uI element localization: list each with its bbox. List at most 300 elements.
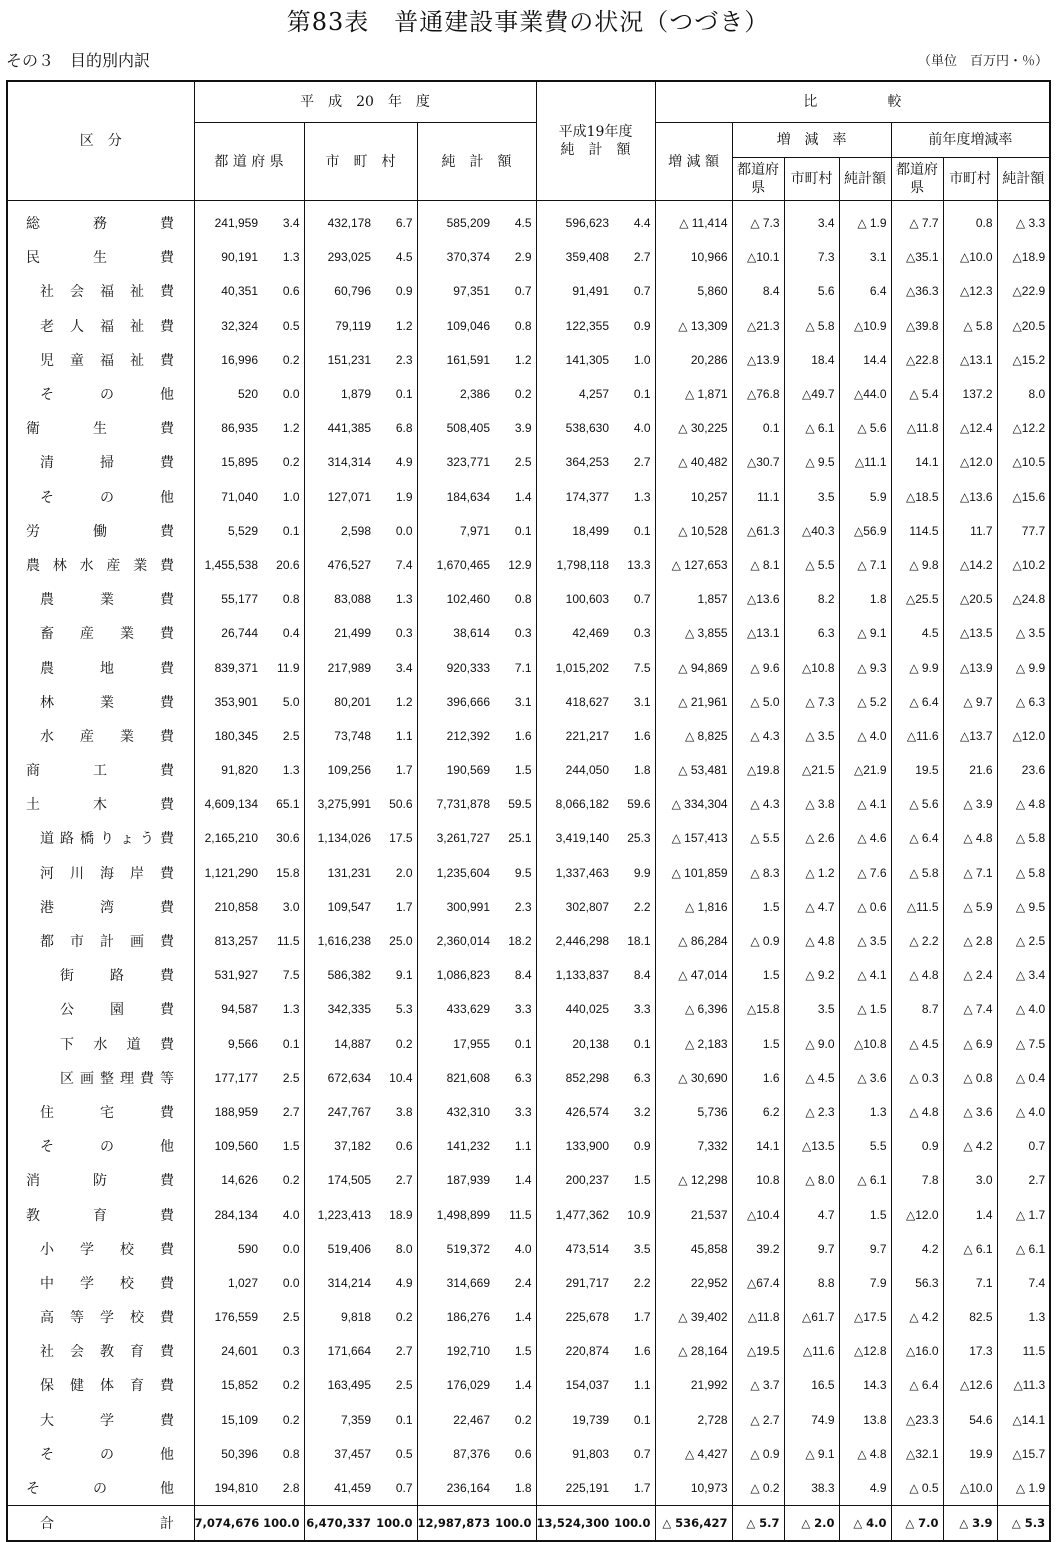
pref-amount-cell: 839,371 <box>194 650 262 684</box>
muni-amount-cell: 519,406 <box>304 1232 375 1266</box>
prev-muni-cell: △ 6.1 <box>943 1232 997 1266</box>
net-share-cell: 1.6 <box>514 728 532 743</box>
net-amount-cell: 1,498,899 <box>417 1197 494 1231</box>
diff-cell: △ 30,225 <box>655 411 732 445</box>
diff-cell: △ 1,871 <box>655 377 732 411</box>
table-row <box>7 890 1050 924</box>
diff-cell: △ 334,304 <box>655 787 732 821</box>
prev-muni-cell: △13.1 <box>943 343 997 377</box>
table-row <box>7 201 1050 241</box>
muni-share-cell: 1.2 <box>395 318 413 333</box>
row-label: 農 地 費 <box>40 660 174 677</box>
fy19-amount-cell: 141,305 <box>536 343 613 377</box>
rate-net-cell: △11.1 <box>839 445 891 479</box>
rate-pref-cell: 1.6 <box>732 1061 784 1095</box>
diff-cell: △ 4,427 <box>655 1437 732 1471</box>
diff-cell: △ 1,816 <box>655 890 732 924</box>
rate-muni-cell: 9.7 <box>784 1232 839 1266</box>
row-label-cell <box>7 1232 194 1266</box>
fy19-share-cell: 59.6 <box>627 797 651 812</box>
header-rate-net: 純計額 <box>839 158 891 201</box>
prev-muni-cell: △13.9 <box>943 650 997 684</box>
net-amount-cell: 7,971 <box>417 514 494 548</box>
rate-pref-cell: △11.8 <box>732 1300 784 1334</box>
row-label: 街 路 費 <box>60 968 174 985</box>
muni-share-cell: 25.0 <box>389 934 413 949</box>
table-row <box>7 924 1050 958</box>
pref-share-cell: 1.5 <box>282 1139 300 1154</box>
prev-pref-cell: △11.5 <box>891 890 943 924</box>
prev-pref-cell: 7.8 <box>891 1163 943 1197</box>
fy19-share-cell: 3.1 <box>633 694 651 709</box>
rate-pref-cell: 11.1 <box>732 480 784 514</box>
rate-pref-cell: △ 8.1 <box>732 548 784 582</box>
prev-net-cell: △ 3.5 <box>997 616 1050 650</box>
row-label: 労 働 費 <box>26 523 174 540</box>
table-title: 第83表 普通建設事業費の状況（つづき） <box>286 8 770 36</box>
muni-amount-cell: 1,616,238 <box>304 924 375 958</box>
rate-net-cell: 1.8 <box>839 582 891 616</box>
pref-share-cell: 0.0 <box>282 1275 300 1290</box>
muni-share-cell: 100.0 <box>375 1506 417 1542</box>
rate-muni-cell: △ 4.5 <box>784 1061 839 1095</box>
fy19-amount-cell: 91,491 <box>536 274 613 308</box>
net-share-cell: 1.5 <box>514 1344 532 1359</box>
rate-pref-cell: △ 9.6 <box>732 650 784 684</box>
prev-muni-cell: △10.0 <box>943 1471 997 1506</box>
net-amount-cell: 370,374 <box>417 240 494 274</box>
muni-amount-cell: 41,459 <box>304 1471 375 1506</box>
fy19-share-cell: 2.7 <box>633 250 651 265</box>
net-amount-cell: 432,310 <box>417 1095 494 1129</box>
muni-share-cell: 3.8 <box>395 1104 413 1119</box>
muni-share-cell: 1.3 <box>395 592 413 607</box>
prev-pref-cell: 56.3 <box>891 1266 943 1300</box>
unit-note: （単位 百万円・％） <box>917 54 1048 69</box>
muni-share-cell: 10.4 <box>389 1070 413 1085</box>
net-amount-cell: 585,209 <box>417 201 494 241</box>
net-amount-cell: 2,386 <box>417 377 494 411</box>
prev-muni-cell: △20.5 <box>943 582 997 616</box>
pref-amount-cell: 188,959 <box>194 1095 262 1129</box>
muni-share-cell: 9.1 <box>395 968 413 983</box>
prev-net-cell: 2.7 <box>997 1163 1050 1197</box>
muni-share-cell: 6.7 <box>395 216 413 231</box>
row-label: 公 園 費 <box>60 1002 174 1019</box>
pref-amount-cell: 26,744 <box>194 616 262 650</box>
pref-amount-cell: 531,927 <box>194 958 262 992</box>
muni-amount-cell: 79,119 <box>304 309 375 343</box>
pref-amount-cell: 90,191 <box>194 240 262 274</box>
muni-share-cell: 17.5 <box>389 831 413 846</box>
row-label-cell <box>7 958 194 992</box>
diff-cell: △ 53,481 <box>655 753 732 787</box>
prev-muni-cell: △ 2.4 <box>943 958 997 992</box>
diff-cell: △ 94,869 <box>655 650 732 684</box>
row-label-cell <box>7 1129 194 1163</box>
fy19-share-cell: 7.5 <box>633 660 651 675</box>
row-label-cell <box>7 821 194 855</box>
table-row <box>7 514 1050 548</box>
net-share-cell: 8.4 <box>514 968 532 983</box>
muni-share-cell: 1.7 <box>395 763 413 778</box>
table-row <box>7 1471 1050 1506</box>
pref-share-cell: 30.6 <box>276 831 300 846</box>
prev-net-cell: △ 2.5 <box>997 924 1050 958</box>
pref-amount-cell: 180,345 <box>194 719 262 753</box>
rate-net-cell: △ 4.6 <box>839 821 891 855</box>
rate-pref-cell: △ 5.5 <box>732 821 784 855</box>
row-label: 高 等 学 校 費 <box>40 1310 174 1327</box>
fy19-share-cell: 18.1 <box>627 934 651 949</box>
pref-amount-cell: 176,559 <box>194 1300 262 1334</box>
pref-share-cell: 1.3 <box>282 763 300 778</box>
rate-pref-cell: △61.3 <box>732 514 784 548</box>
rate-muni-cell: 3.5 <box>784 992 839 1026</box>
table-row <box>7 1266 1050 1300</box>
rate-muni-cell: △ 4.7 <box>784 890 839 924</box>
prev-pref-cell: △23.3 <box>891 1403 943 1437</box>
rate-muni-cell: △13.5 <box>784 1129 839 1163</box>
prev-net-cell: △ 6.3 <box>997 685 1050 719</box>
row-label-cell <box>7 343 194 377</box>
row-label-cell <box>7 1403 194 1437</box>
header-category: 区 分 <box>7 81 194 201</box>
pref-share-cell: 65.1 <box>276 797 300 812</box>
rate-pref-cell: △ 4.3 <box>732 787 784 821</box>
table-row <box>7 480 1050 514</box>
net-share-cell: 3.1 <box>514 694 532 709</box>
header-prev-muni: 市町村 <box>943 158 997 201</box>
net-amount-cell: 396,666 <box>417 685 494 719</box>
rate-muni-cell: △ 5.8 <box>784 309 839 343</box>
muni-amount-cell: 80,201 <box>304 685 375 719</box>
row-label-cell <box>7 548 194 582</box>
net-share-cell: 11.5 <box>509 1207 532 1222</box>
muni-share-cell: 18.9 <box>389 1207 413 1222</box>
row-label-cell <box>7 480 194 514</box>
row-label-cell <box>7 1163 194 1197</box>
rate-pref-cell: △13.1 <box>732 616 784 650</box>
prev-pref-cell: 114.5 <box>891 514 943 548</box>
row-label-cell <box>7 411 194 445</box>
diff-cell: 5,736 <box>655 1095 732 1129</box>
row-label-cell <box>7 1368 194 1402</box>
net-amount-cell: 109,046 <box>417 309 494 343</box>
rate-net-cell: △ 6.1 <box>839 1163 891 1197</box>
fy19-share-cell: 3.5 <box>633 1241 651 1256</box>
fy19-amount-cell: 596,623 <box>536 201 613 241</box>
prev-net-cell: △ 9.5 <box>997 890 1050 924</box>
row-label: 都 市 計 画 費 <box>40 934 174 951</box>
row-label-cell <box>7 685 194 719</box>
diff-cell: △ 47,014 <box>655 958 732 992</box>
rate-muni-cell: 7.3 <box>784 240 839 274</box>
net-share-cell: 2.5 <box>514 455 532 470</box>
prev-muni-cell: 21.6 <box>943 753 997 787</box>
table-row <box>7 753 1050 787</box>
muni-share-cell: 1.9 <box>395 489 413 504</box>
fy19-amount-cell: 3,419,140 <box>536 821 613 855</box>
prev-pref-cell: △25.5 <box>891 582 943 616</box>
prev-net-cell: △11.3 <box>997 1368 1050 1402</box>
muni-amount-cell: 171,664 <box>304 1334 375 1368</box>
table-row <box>7 685 1050 719</box>
rate-net-cell: 14.3 <box>839 1368 891 1402</box>
fy19-amount-cell: 302,807 <box>536 890 613 924</box>
rate-muni-cell: △ 2.6 <box>784 821 839 855</box>
pref-share-cell: 0.5 <box>282 318 300 333</box>
rate-pref-cell: △21.3 <box>732 309 784 343</box>
fy19-amount-cell: 154,037 <box>536 1368 613 1402</box>
fy19-amount-cell: 440,025 <box>536 992 613 1026</box>
total-row <box>7 1506 1050 1542</box>
fy19-share-cell: 2.7 <box>633 455 651 470</box>
prev-muni-cell: △ 3.9 <box>943 1506 997 1542</box>
rate-muni-cell: 6.3 <box>784 616 839 650</box>
prev-muni-cell: △14.2 <box>943 548 997 582</box>
diff-cell: △ 13,309 <box>655 309 732 343</box>
net-share-cell: 2.9 <box>514 250 532 265</box>
row-label-cell <box>7 1061 194 1095</box>
net-share-cell: 1.5 <box>514 763 532 778</box>
pref-share-cell: 7.5 <box>282 968 300 983</box>
rate-net-cell: 1.3 <box>839 1095 891 1129</box>
prev-muni-cell: △ 3.6 <box>943 1095 997 1129</box>
row-label-cell <box>7 240 194 274</box>
pref-share-cell: 0.2 <box>282 1412 300 1427</box>
pref-amount-cell: 91,820 <box>194 753 262 787</box>
row-label: 土 木 費 <box>26 797 174 814</box>
pref-amount-cell: 284,134 <box>194 1197 262 1231</box>
fy19-amount-cell: 220,874 <box>536 1334 613 1368</box>
net-amount-cell: 87,376 <box>417 1437 494 1471</box>
prev-muni-cell: △12.0 <box>943 445 997 479</box>
rate-muni-cell: 8.8 <box>784 1266 839 1300</box>
row-label: 民 生 費 <box>26 250 174 267</box>
prev-muni-cell: △10.0 <box>943 240 997 274</box>
prev-net-cell: 8.0 <box>997 377 1050 411</box>
prev-pref-cell: 19.5 <box>891 753 943 787</box>
rate-pref-cell: △13.6 <box>732 582 784 616</box>
fy19-amount-cell: 225,191 <box>536 1471 613 1506</box>
net-share-cell: 100.0 <box>494 1506 536 1542</box>
pref-amount-cell: 194,810 <box>194 1471 262 1506</box>
fy19-amount-cell: 1,133,837 <box>536 958 613 992</box>
prev-muni-cell: △13.6 <box>943 480 997 514</box>
net-amount-cell: 97,351 <box>417 274 494 308</box>
prev-muni-cell: 1.4 <box>943 1197 997 1231</box>
fy19-share-cell: 0.1 <box>633 387 651 402</box>
row-label-cell <box>7 445 194 479</box>
table-header <box>7 81 1050 201</box>
prev-net-cell: △18.9 <box>997 240 1050 274</box>
row-label: 教 育 費 <box>26 1207 174 1224</box>
prev-net-cell: △24.8 <box>997 582 1050 616</box>
muni-share-cell: 0.7 <box>395 1481 413 1496</box>
pref-amount-cell: 32,324 <box>194 309 262 343</box>
row-label: 小 学 校 費 <box>40 1241 174 1258</box>
header-compare: 比 較 <box>655 81 1050 123</box>
rate-pref-cell: 14.1 <box>732 1129 784 1163</box>
pref-share-cell: 4.0 <box>282 1207 300 1222</box>
prev-muni-cell: △ 4.2 <box>943 1129 997 1163</box>
prev-net-cell: 7.4 <box>997 1266 1050 1300</box>
diff-cell: 22,952 <box>655 1266 732 1300</box>
header-fy19-line2: 純 計 額 <box>560 142 631 158</box>
net-share-cell: 0.8 <box>514 318 532 333</box>
prev-net-cell: △12.0 <box>997 719 1050 753</box>
row-label-cell <box>7 309 194 343</box>
prev-net-cell: △ 7.5 <box>997 1027 1050 1061</box>
muni-share-cell: 50.6 <box>389 797 413 812</box>
prev-net-cell: △ 5.3 <box>997 1506 1050 1542</box>
fy19-share-cell: 1.1 <box>633 1378 651 1393</box>
diff-cell: 20,286 <box>655 343 732 377</box>
muni-amount-cell: 476,527 <box>304 548 375 582</box>
muni-share-cell: 0.0 <box>395 523 413 538</box>
rate-muni-cell: △ 4.8 <box>784 924 839 958</box>
row-label: そ の 他 <box>26 1481 174 1498</box>
prev-muni-cell: △ 0.8 <box>943 1061 997 1095</box>
table-row <box>7 343 1050 377</box>
pref-amount-cell: 353,901 <box>194 685 262 719</box>
net-amount-cell: 22,467 <box>417 1403 494 1437</box>
rate-muni-cell: △ 1.2 <box>784 856 839 890</box>
rate-pref-cell: 10.8 <box>732 1163 784 1197</box>
table-row <box>7 1163 1050 1197</box>
fy19-amount-cell: 174,377 <box>536 480 613 514</box>
table-row <box>7 274 1050 308</box>
net-share-cell: 1.4 <box>514 1310 532 1325</box>
rate-net-cell: △ 9.1 <box>839 616 891 650</box>
prev-pref-cell: △ 5.4 <box>891 377 943 411</box>
muni-share-cell: 5.3 <box>395 1002 413 1017</box>
muni-share-cell: 0.1 <box>395 387 413 402</box>
row-label-cell <box>7 753 194 787</box>
net-amount-cell: 38,614 <box>417 616 494 650</box>
table-row <box>7 1334 1050 1368</box>
prev-net-cell: △22.9 <box>997 274 1050 308</box>
fy19-amount-cell: 364,253 <box>536 445 613 479</box>
muni-amount-cell: 1,879 <box>304 377 375 411</box>
prev-net-cell: △ 0.4 <box>997 1061 1050 1095</box>
pref-share-cell: 3.4 <box>282 216 300 231</box>
fy19-share-cell: 9.9 <box>633 865 651 880</box>
net-share-cell: 2.3 <box>514 899 532 914</box>
net-amount-cell: 7,731,878 <box>417 787 494 821</box>
diff-cell: △ 86,284 <box>655 924 732 958</box>
rate-net-cell: 9.7 <box>839 1232 891 1266</box>
pref-amount-cell: 1,121,290 <box>194 856 262 890</box>
rate-muni-cell: 74.9 <box>784 1403 839 1437</box>
fy19-share-cell: 0.1 <box>633 1412 651 1427</box>
net-share-cell: 0.7 <box>514 284 532 299</box>
rate-pref-cell: △10.4 <box>732 1197 784 1231</box>
muni-amount-cell: 2,598 <box>304 514 375 548</box>
fy19-share-cell: 0.1 <box>633 1036 651 1051</box>
rate-net-cell: △ 7.6 <box>839 856 891 890</box>
header-fy20: 平 成 20 年 度 <box>194 81 536 123</box>
pref-amount-cell: 590 <box>194 1232 262 1266</box>
muni-share-cell: 8.0 <box>395 1241 413 1256</box>
prev-net-cell: △ 4.0 <box>997 992 1050 1026</box>
table-row <box>7 958 1050 992</box>
rate-net-cell: △56.9 <box>839 514 891 548</box>
prev-net-cell: △10.2 <box>997 548 1050 582</box>
prev-pref-cell: 4.5 <box>891 616 943 650</box>
rate-net-cell: 4.9 <box>839 1471 891 1506</box>
row-label: 中 学 校 費 <box>40 1275 174 1292</box>
table-row <box>7 1300 1050 1334</box>
net-share-cell: 18.2 <box>508 934 532 949</box>
fy19-amount-cell: 244,050 <box>536 753 613 787</box>
prev-net-cell: 23.6 <box>997 753 1050 787</box>
rate-pref-cell: △ 7.3 <box>732 201 784 241</box>
fy19-amount-cell: 200,237 <box>536 1163 613 1197</box>
row-label-cell <box>7 856 194 890</box>
fy19-amount-cell: 1,015,202 <box>536 650 613 684</box>
diff-cell: △ 21,961 <box>655 685 732 719</box>
muni-share-cell: 4.9 <box>395 455 413 470</box>
table-row <box>7 582 1050 616</box>
fy19-share-cell: 1.7 <box>633 1310 651 1325</box>
fy19-share-cell: 1.0 <box>633 352 651 367</box>
row-label-cell <box>7 377 194 411</box>
net-amount-cell: 236,164 <box>417 1471 494 1506</box>
muni-amount-cell: 432,178 <box>304 201 375 241</box>
fy19-amount-cell: 291,717 <box>536 1266 613 1300</box>
row-label: 下 水 道 費 <box>60 1036 174 1053</box>
net-share-cell: 4.0 <box>514 1241 532 1256</box>
fy19-amount-cell: 473,514 <box>536 1232 613 1266</box>
pref-share-cell: 0.0 <box>282 387 300 402</box>
table-row <box>7 821 1050 855</box>
pref-share-cell: 11.9 <box>277 660 300 675</box>
header-pref: 都 道 府 県 <box>194 123 304 201</box>
fy19-share-cell: 1.6 <box>633 1344 651 1359</box>
fy19-share-cell: 4.4 <box>633 216 651 231</box>
net-amount-cell: 161,591 <box>417 343 494 377</box>
rate-pref-cell: △ 0.9 <box>732 924 784 958</box>
rate-muni-cell: △11.6 <box>784 1334 839 1368</box>
muni-amount-cell: 60,796 <box>304 274 375 308</box>
rate-muni-cell: △40.3 <box>784 514 839 548</box>
fy19-share-cell: 1.3 <box>633 489 651 504</box>
pref-amount-cell: 9,566 <box>194 1027 262 1061</box>
prev-muni-cell: △13.5 <box>943 616 997 650</box>
table-row <box>7 1232 1050 1266</box>
muni-share-cell: 0.5 <box>395 1446 413 1461</box>
net-share-cell: 9.5 <box>514 865 532 880</box>
muni-amount-cell: 83,088 <box>304 582 375 616</box>
rate-pref-cell: △13.9 <box>732 343 784 377</box>
fy19-amount-cell: 852,298 <box>536 1061 613 1095</box>
fy19-amount-cell: 122,355 <box>536 309 613 343</box>
rate-pref-cell: △ 5.7 <box>732 1506 784 1542</box>
fy19-share-cell: 4.0 <box>633 421 651 436</box>
fy19-share-cell: 1.6 <box>633 728 651 743</box>
header-rate: 増 減 率 <box>732 123 891 158</box>
pref-amount-cell: 241,959 <box>194 201 262 241</box>
prev-net-cell: △ 4.0 <box>997 1095 1050 1129</box>
fy19-amount-cell: 1,337,463 <box>536 856 613 890</box>
row-label-cell <box>7 1197 194 1231</box>
pref-share-cell: 1.0 <box>282 489 300 504</box>
rate-net-cell: △44.0 <box>839 377 891 411</box>
row-label-cell <box>7 924 194 958</box>
diff-cell: 2,728 <box>655 1403 732 1437</box>
